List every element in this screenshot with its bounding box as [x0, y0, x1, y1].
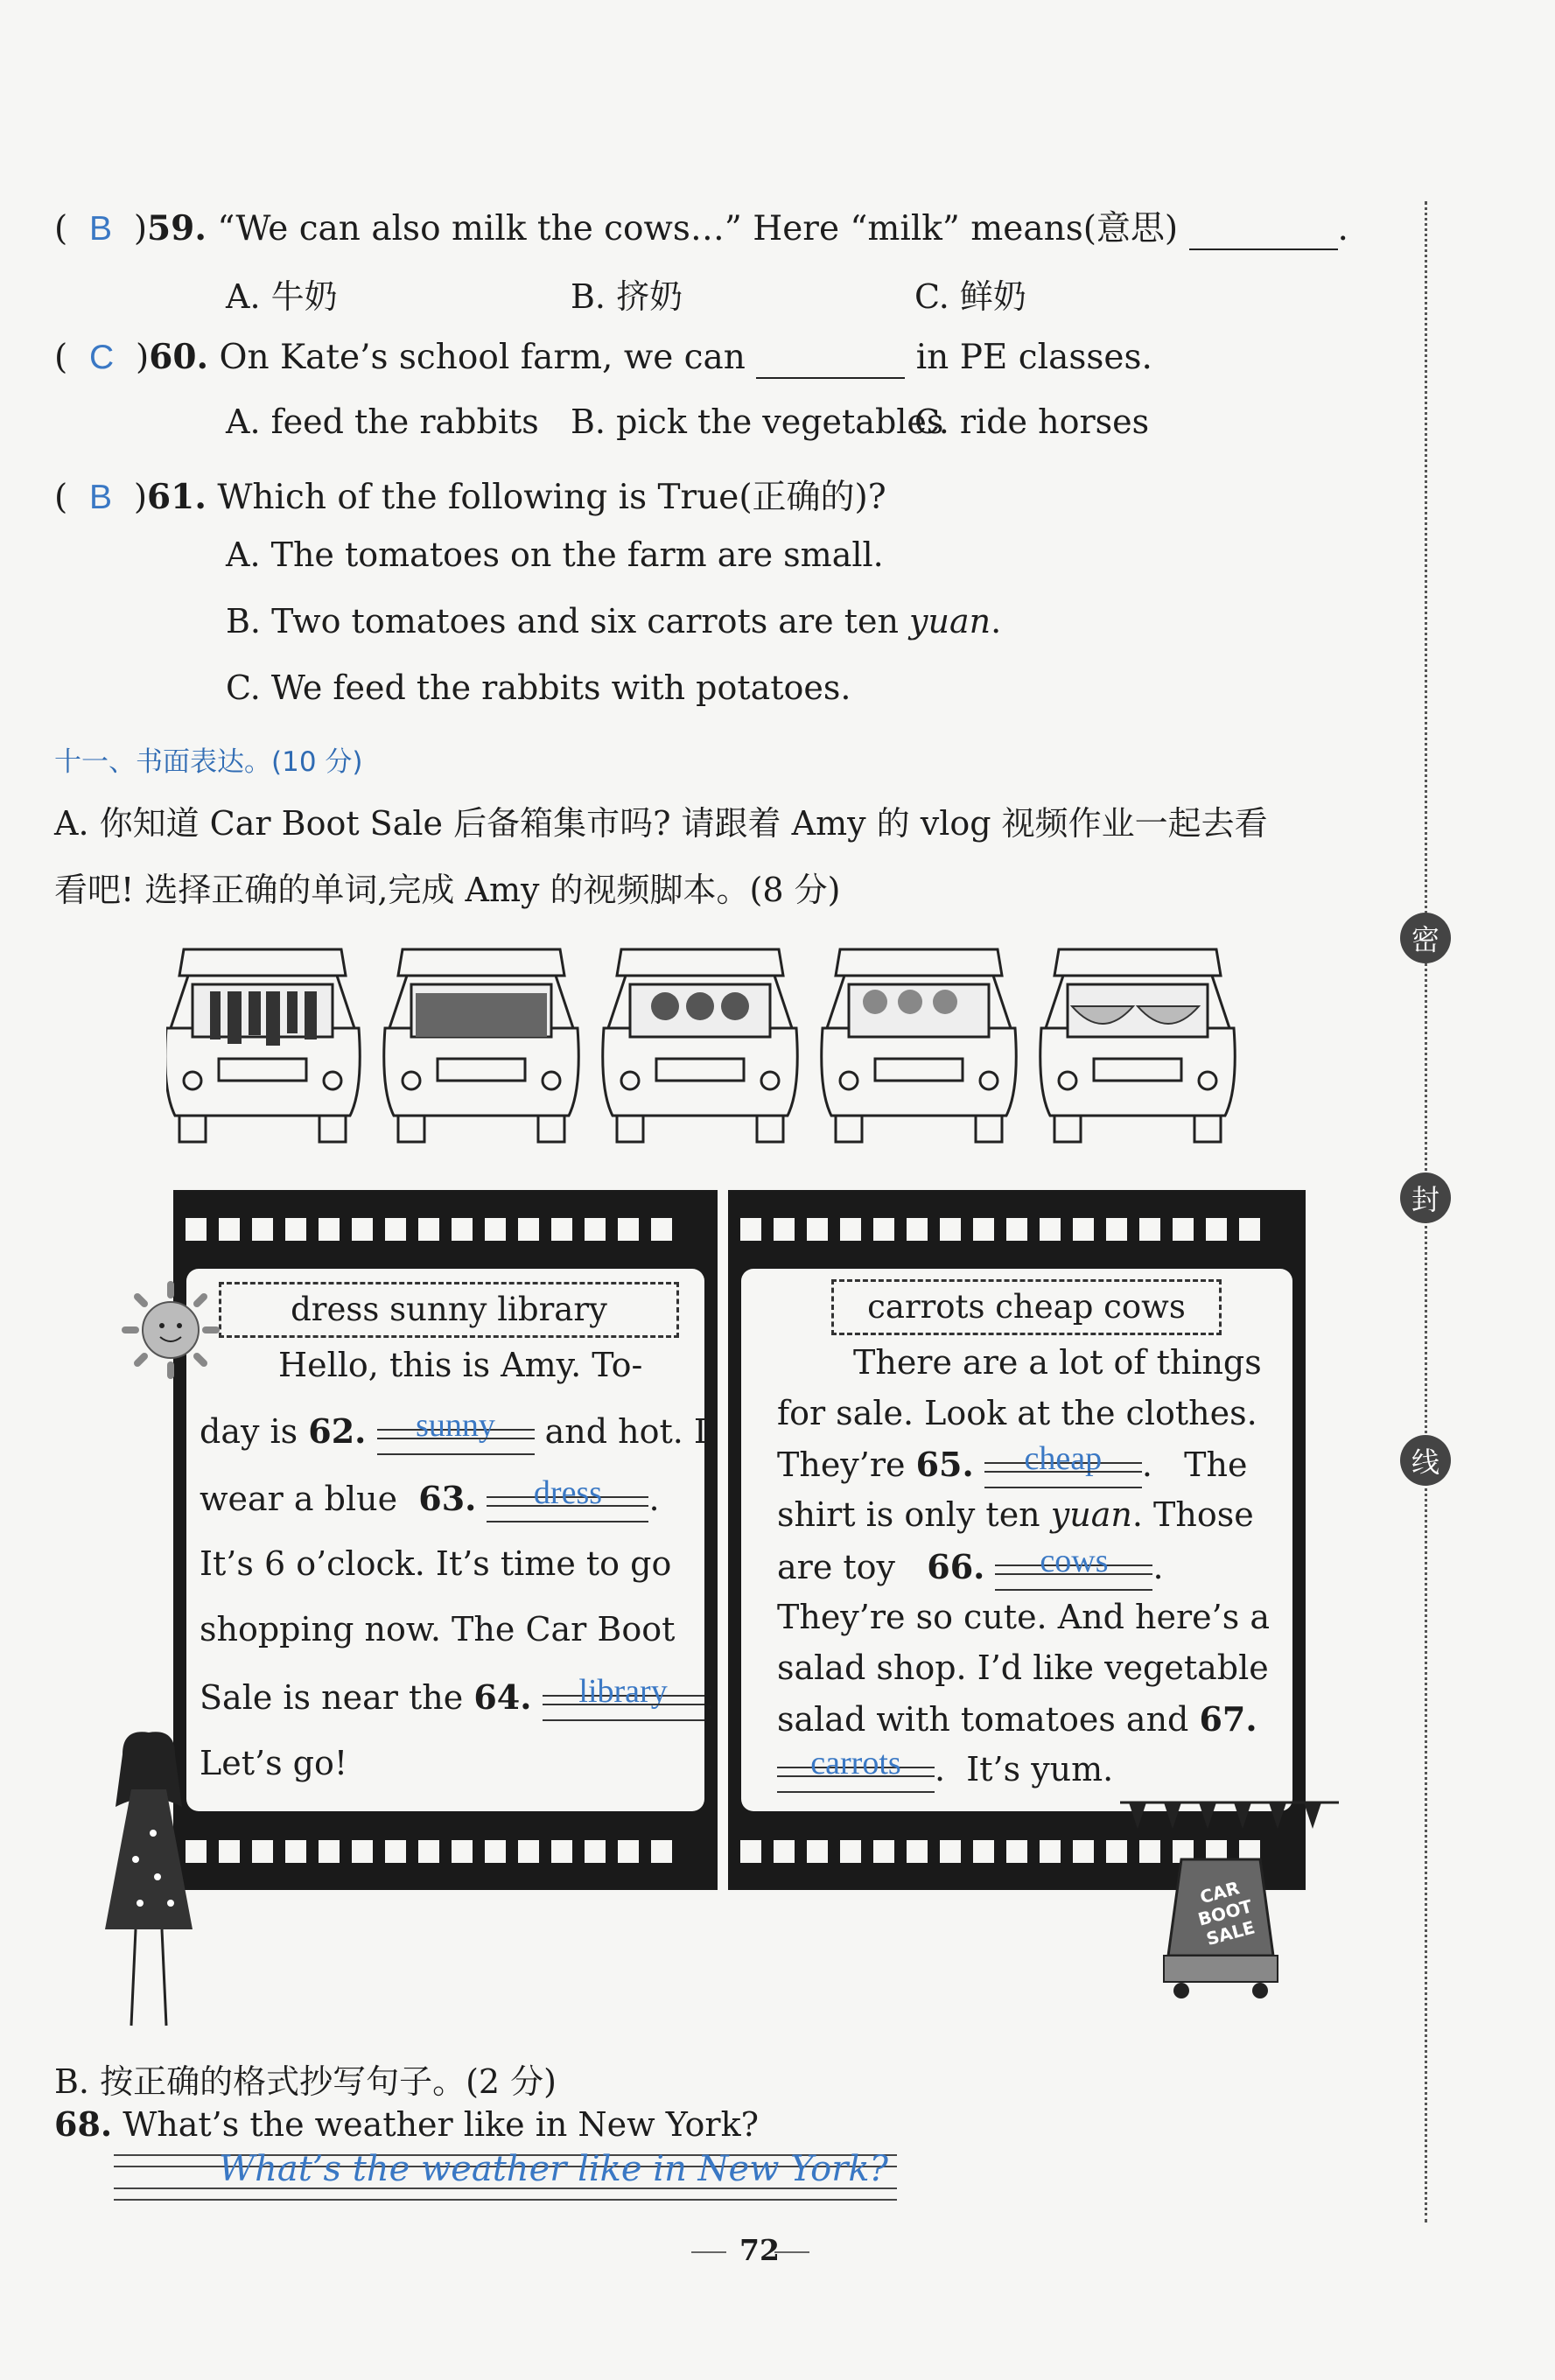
- dash-left: [691, 2251, 726, 2253]
- blank-62: sunny: [377, 1413, 535, 1452]
- sprocket-hole: [585, 1840, 606, 1863]
- sprocket-hole: [651, 1218, 672, 1241]
- sprocket-hole: [1173, 1218, 1194, 1241]
- word-box-left: dress sunny library: [219, 1282, 679, 1338]
- sprocket-hole: [807, 1840, 828, 1863]
- option: B. pick the vegetables: [571, 402, 944, 441]
- sprocket-hole: [352, 1218, 373, 1241]
- sprocket-hole: [385, 1840, 406, 1863]
- sprocket-hole: [1040, 1840, 1061, 1863]
- sprocket-hole: [352, 1840, 373, 1863]
- car-boots-illustration: [166, 932, 1269, 1159]
- sprocket-hole: [1239, 1218, 1260, 1241]
- sprocket-hole: [807, 1218, 828, 1241]
- answer-60: C: [89, 339, 115, 376]
- instructions-line: 看吧! 选择正确的单词,完成 Amy 的视频脚本。(8 分): [54, 871, 841, 909]
- sprocket-hole: [840, 1218, 861, 1241]
- sprocket-hole: [385, 1218, 406, 1241]
- sprocket-hole: [285, 1218, 306, 1241]
- sprocket-hole: [973, 1840, 994, 1863]
- sprocket-hole: [252, 1840, 273, 1863]
- seal-xian: 线: [1400, 1435, 1451, 1486]
- option: A. 牛奶: [226, 277, 338, 316]
- option: B. Two tomatoes and six carrots are ten yuan.: [226, 602, 1002, 640]
- sprocket-hole: [285, 1840, 306, 1863]
- sprocket-hole: [1139, 1218, 1160, 1241]
- word-box-right: carrots cheap cows: [831, 1279, 1222, 1335]
- sprocket-hole: [452, 1840, 473, 1863]
- sprocket-hole: [1006, 1218, 1027, 1241]
- sprocket-hole: [740, 1840, 761, 1863]
- sign-text: CAR BOOT SALE: [1195, 1877, 1257, 1950]
- sprocket-hole: [618, 1218, 639, 1241]
- sprocket-hole: [518, 1840, 539, 1863]
- sprocket-hole: [219, 1218, 240, 1241]
- blank-64: library: [543, 1679, 704, 1718]
- sprocket-hole: [740, 1218, 761, 1241]
- blank-66: cows: [995, 1549, 1152, 1587]
- instructions-line: A. 你知道 Car Boot Sale 后备箱集市吗? 请跟着 Amy 的 vlog 视频作业一起去看: [54, 804, 1268, 843]
- sprocket-hole: [618, 1840, 639, 1863]
- sprocket-hole: [1106, 1218, 1127, 1241]
- sprocket-hole: [840, 1840, 861, 1863]
- sprocket-hole: [1073, 1840, 1094, 1863]
- sprocket-hole: [940, 1218, 961, 1241]
- option: A. The tomatoes on the farm are small.: [226, 536, 884, 574]
- sun-icon: [118, 1278, 223, 1382]
- section-title: 十一、书面表达。(10 分): [54, 746, 363, 778]
- option: B. 挤奶: [571, 277, 683, 316]
- sprocket-hole: [319, 1840, 340, 1863]
- sprocket-hole: [418, 1840, 439, 1863]
- sprocket-hole: [219, 1840, 240, 1863]
- sprocket-hole: [585, 1218, 606, 1241]
- sprocket-hole: [551, 1840, 572, 1863]
- sprocket-hole: [907, 1840, 928, 1863]
- option: A. feed the rabbits: [226, 402, 539, 441]
- blank: [1189, 209, 1338, 250]
- sprocket-hole: [1206, 1218, 1227, 1241]
- sprocket-hole: [774, 1840, 795, 1863]
- sprocket-hole: [1040, 1218, 1061, 1241]
- sprocket-hole: [186, 1218, 207, 1241]
- option: C. ride horses: [914, 402, 1150, 441]
- sprocket-hole: [907, 1218, 928, 1241]
- blank-67: carrots: [777, 1751, 935, 1789]
- sprocket-hole: [651, 1840, 672, 1863]
- seal-feng: 封: [1400, 1172, 1451, 1223]
- page-number: 72: [739, 2233, 780, 2267]
- question-60: ( C )60. On Kate’s school farm, we can in PE classes.: [54, 337, 1152, 377]
- dash-right: [774, 2251, 809, 2253]
- sprocket-hole: [485, 1840, 506, 1863]
- question-68: 68. What’s the weather like in New York?: [54, 2104, 759, 2144]
- seal-mi: 密: [1400, 913, 1451, 963]
- sprocket-hole: [319, 1218, 340, 1241]
- sprocket-hole: [1073, 1218, 1094, 1241]
- question-59: ( B )59. “We can also milk the cows…” Here “milk” means(意思) .: [54, 208, 1348, 248]
- sprocket-hole: [551, 1218, 572, 1241]
- answer-61: B: [89, 479, 113, 516]
- sprocket-hole: [873, 1218, 894, 1241]
- blank-65: cheap: [984, 1446, 1142, 1485]
- partB-title: B. 按正确的格式抄写句子。(2 分): [54, 2062, 557, 2101]
- handwritten-answer-68: What’s the weather like in New York?: [219, 2149, 888, 2189]
- sprocket-hole: [940, 1840, 961, 1863]
- sprocket-hole: [485, 1218, 506, 1241]
- sprocket-hole: [1006, 1840, 1027, 1863]
- girl-illustration: [88, 1728, 210, 2043]
- blank: [756, 338, 905, 379]
- question-61: ( B )61. Which of the following is True(正确的)?: [54, 477, 886, 517]
- sprocket-hole: [418, 1218, 439, 1241]
- sprocket-hole: [873, 1840, 894, 1863]
- option: C. 鲜奶: [914, 277, 1026, 316]
- sprocket-hole: [452, 1218, 473, 1241]
- answer-59: B: [89, 210, 113, 248]
- sprocket-hole: [973, 1218, 994, 1241]
- option: C. We feed the rabbits with potatoes.: [226, 668, 851, 707]
- sprocket-hole: [774, 1218, 795, 1241]
- blank-63: dress: [487, 1480, 648, 1519]
- sprocket-hole: [252, 1218, 273, 1241]
- sprocket-hole: [518, 1218, 539, 1241]
